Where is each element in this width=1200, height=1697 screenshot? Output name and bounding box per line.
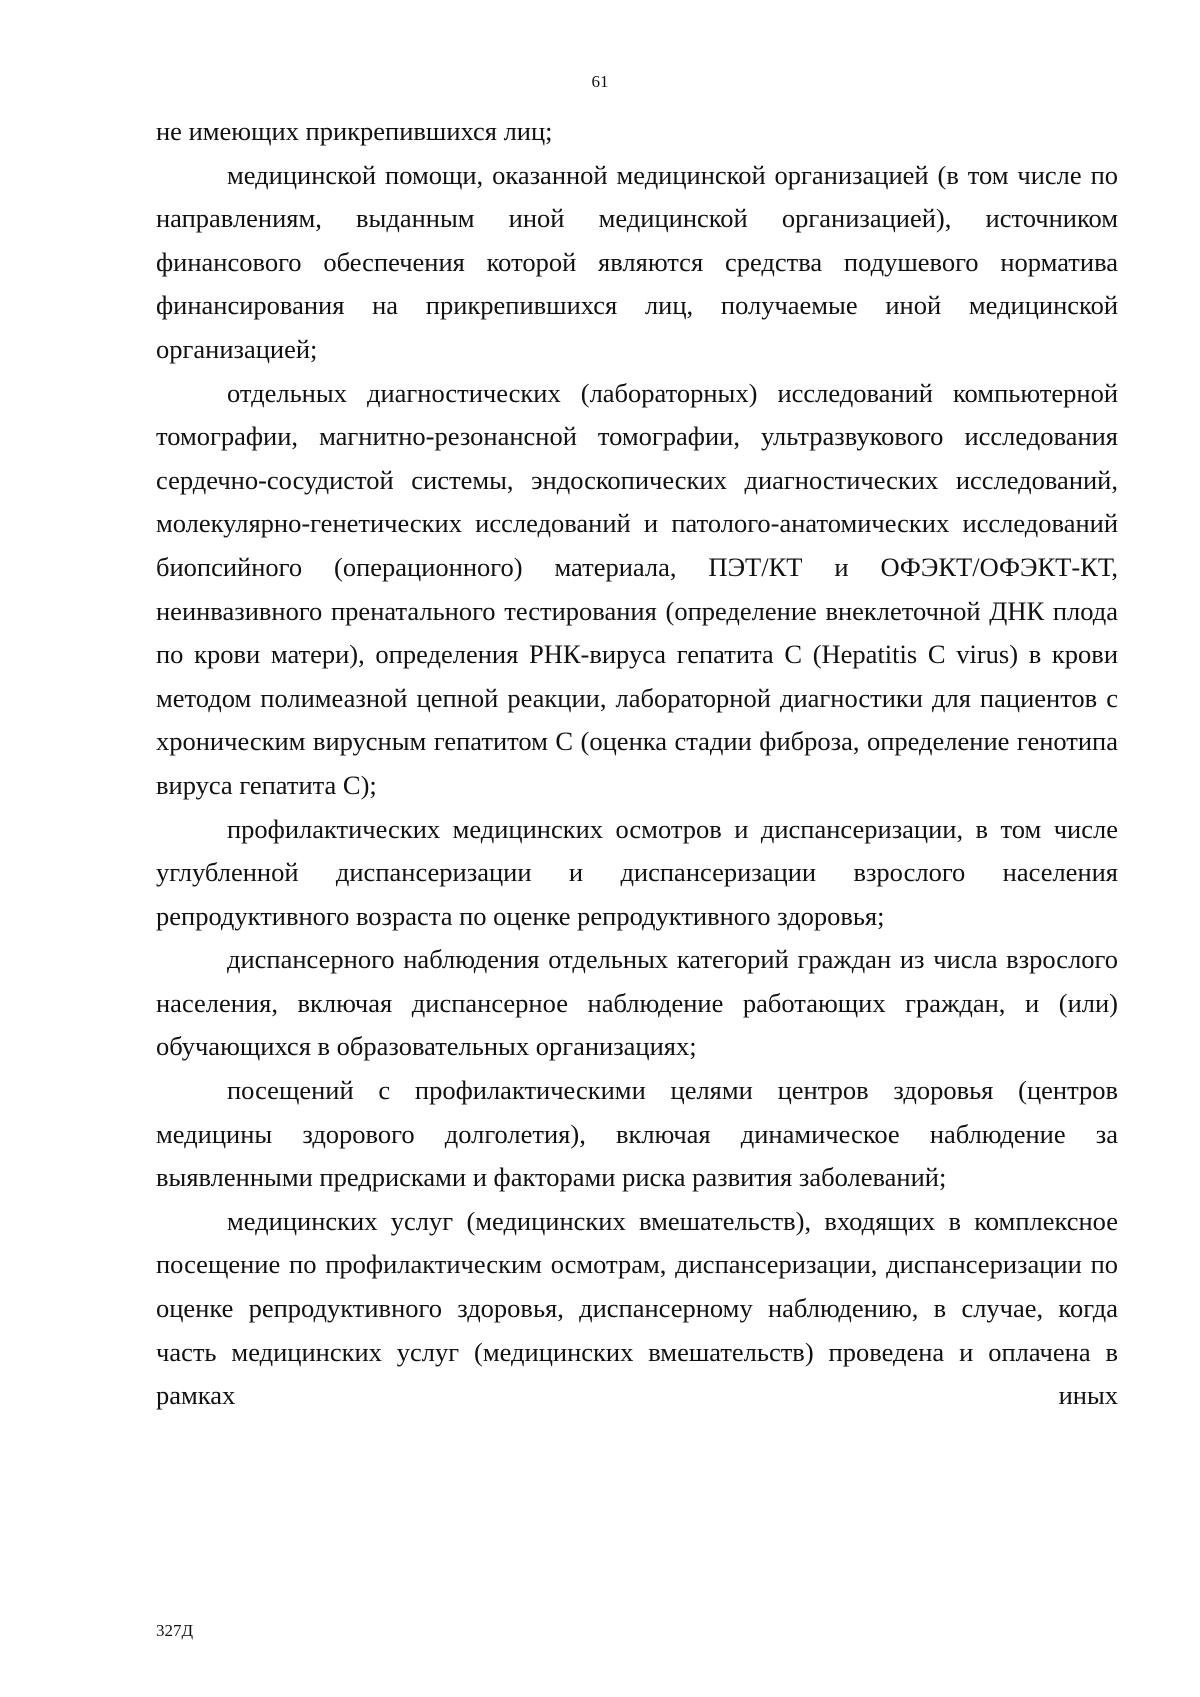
paragraph: медицинских услуг (медицинских вмешательств), входящих в комплексное посещение по профилактическим осмотрам, диспансеризации, диспансеризации по оценке репродуктивного здоровья, диспансерному наблюдению, в случае, когда часть медицинских услуг (медицинских вмешательств) проведена и оплачена в рамках иных bbox=[156, 1205, 1118, 1411]
paragraph: профилактических медицинских осмотров и диспансеризации, в том числе углубленной диспансеризации и диспансеризации взрослого населения репродуктивного возраста по оценке репродуктивного здоровья; bbox=[156, 813, 1118, 931]
paragraph: медицинской помощи, оказанной медицинской организацией (в том числе по направлениям, выданным иной медицинской организацией), источником финансового обеспечения которой являются средства подушевого норматива финансирования на прикрепившихся лиц, получаемые иной медицинской организацией; bbox=[156, 159, 1118, 364]
paragraph: диспансерного наблюдения отдельных категорий граждан из числа взрослого населения, включая диспансерное наблюдение работающих граждан, и (или) обучающихся в образовательных организациях; bbox=[156, 944, 1118, 1062]
paragraph: отдельных диагностических (лабораторных) исследований компьютерной томографии, магнитно-резонансной томографии, ультразвукового исследования сердечно-сосудистой системы, эндоскопических диагностических исследований, молекулярно-генетических исследований и патолого-анатомических исследований биопсийного (операционного) материала, ПЭТ/КТ и ОФЭКТ/ОФЭКТ-КТ, неинвазивного пренатального тестирования (определение внеклеточной ДНК плода по крови матери), определения РНК-вируса гепатита С (Hepatitis C virus) в крови методом полимеазной цепной реакции, лабораторной диагностики для пациентов с хроническим вирусным гепатитом С (оценка стадии фиброза, определение генотипа вируса гепатита С); bbox=[156, 377, 1118, 800]
paragraph: посещений с профилактическими целями центров здоровья (центров медицины здорового долголетия), включая динамическое наблюдение за выявленными предрисками и факторами риска развития заболеваний; bbox=[156, 1075, 1118, 1193]
paragraph: не имеющих прикрепившихся лиц; bbox=[156, 116, 553, 146]
body-text bbox=[156, 110, 1118, 1418]
page-number: 61 bbox=[591, 72, 609, 91]
document-code: 327Д bbox=[156, 1621, 194, 1640]
